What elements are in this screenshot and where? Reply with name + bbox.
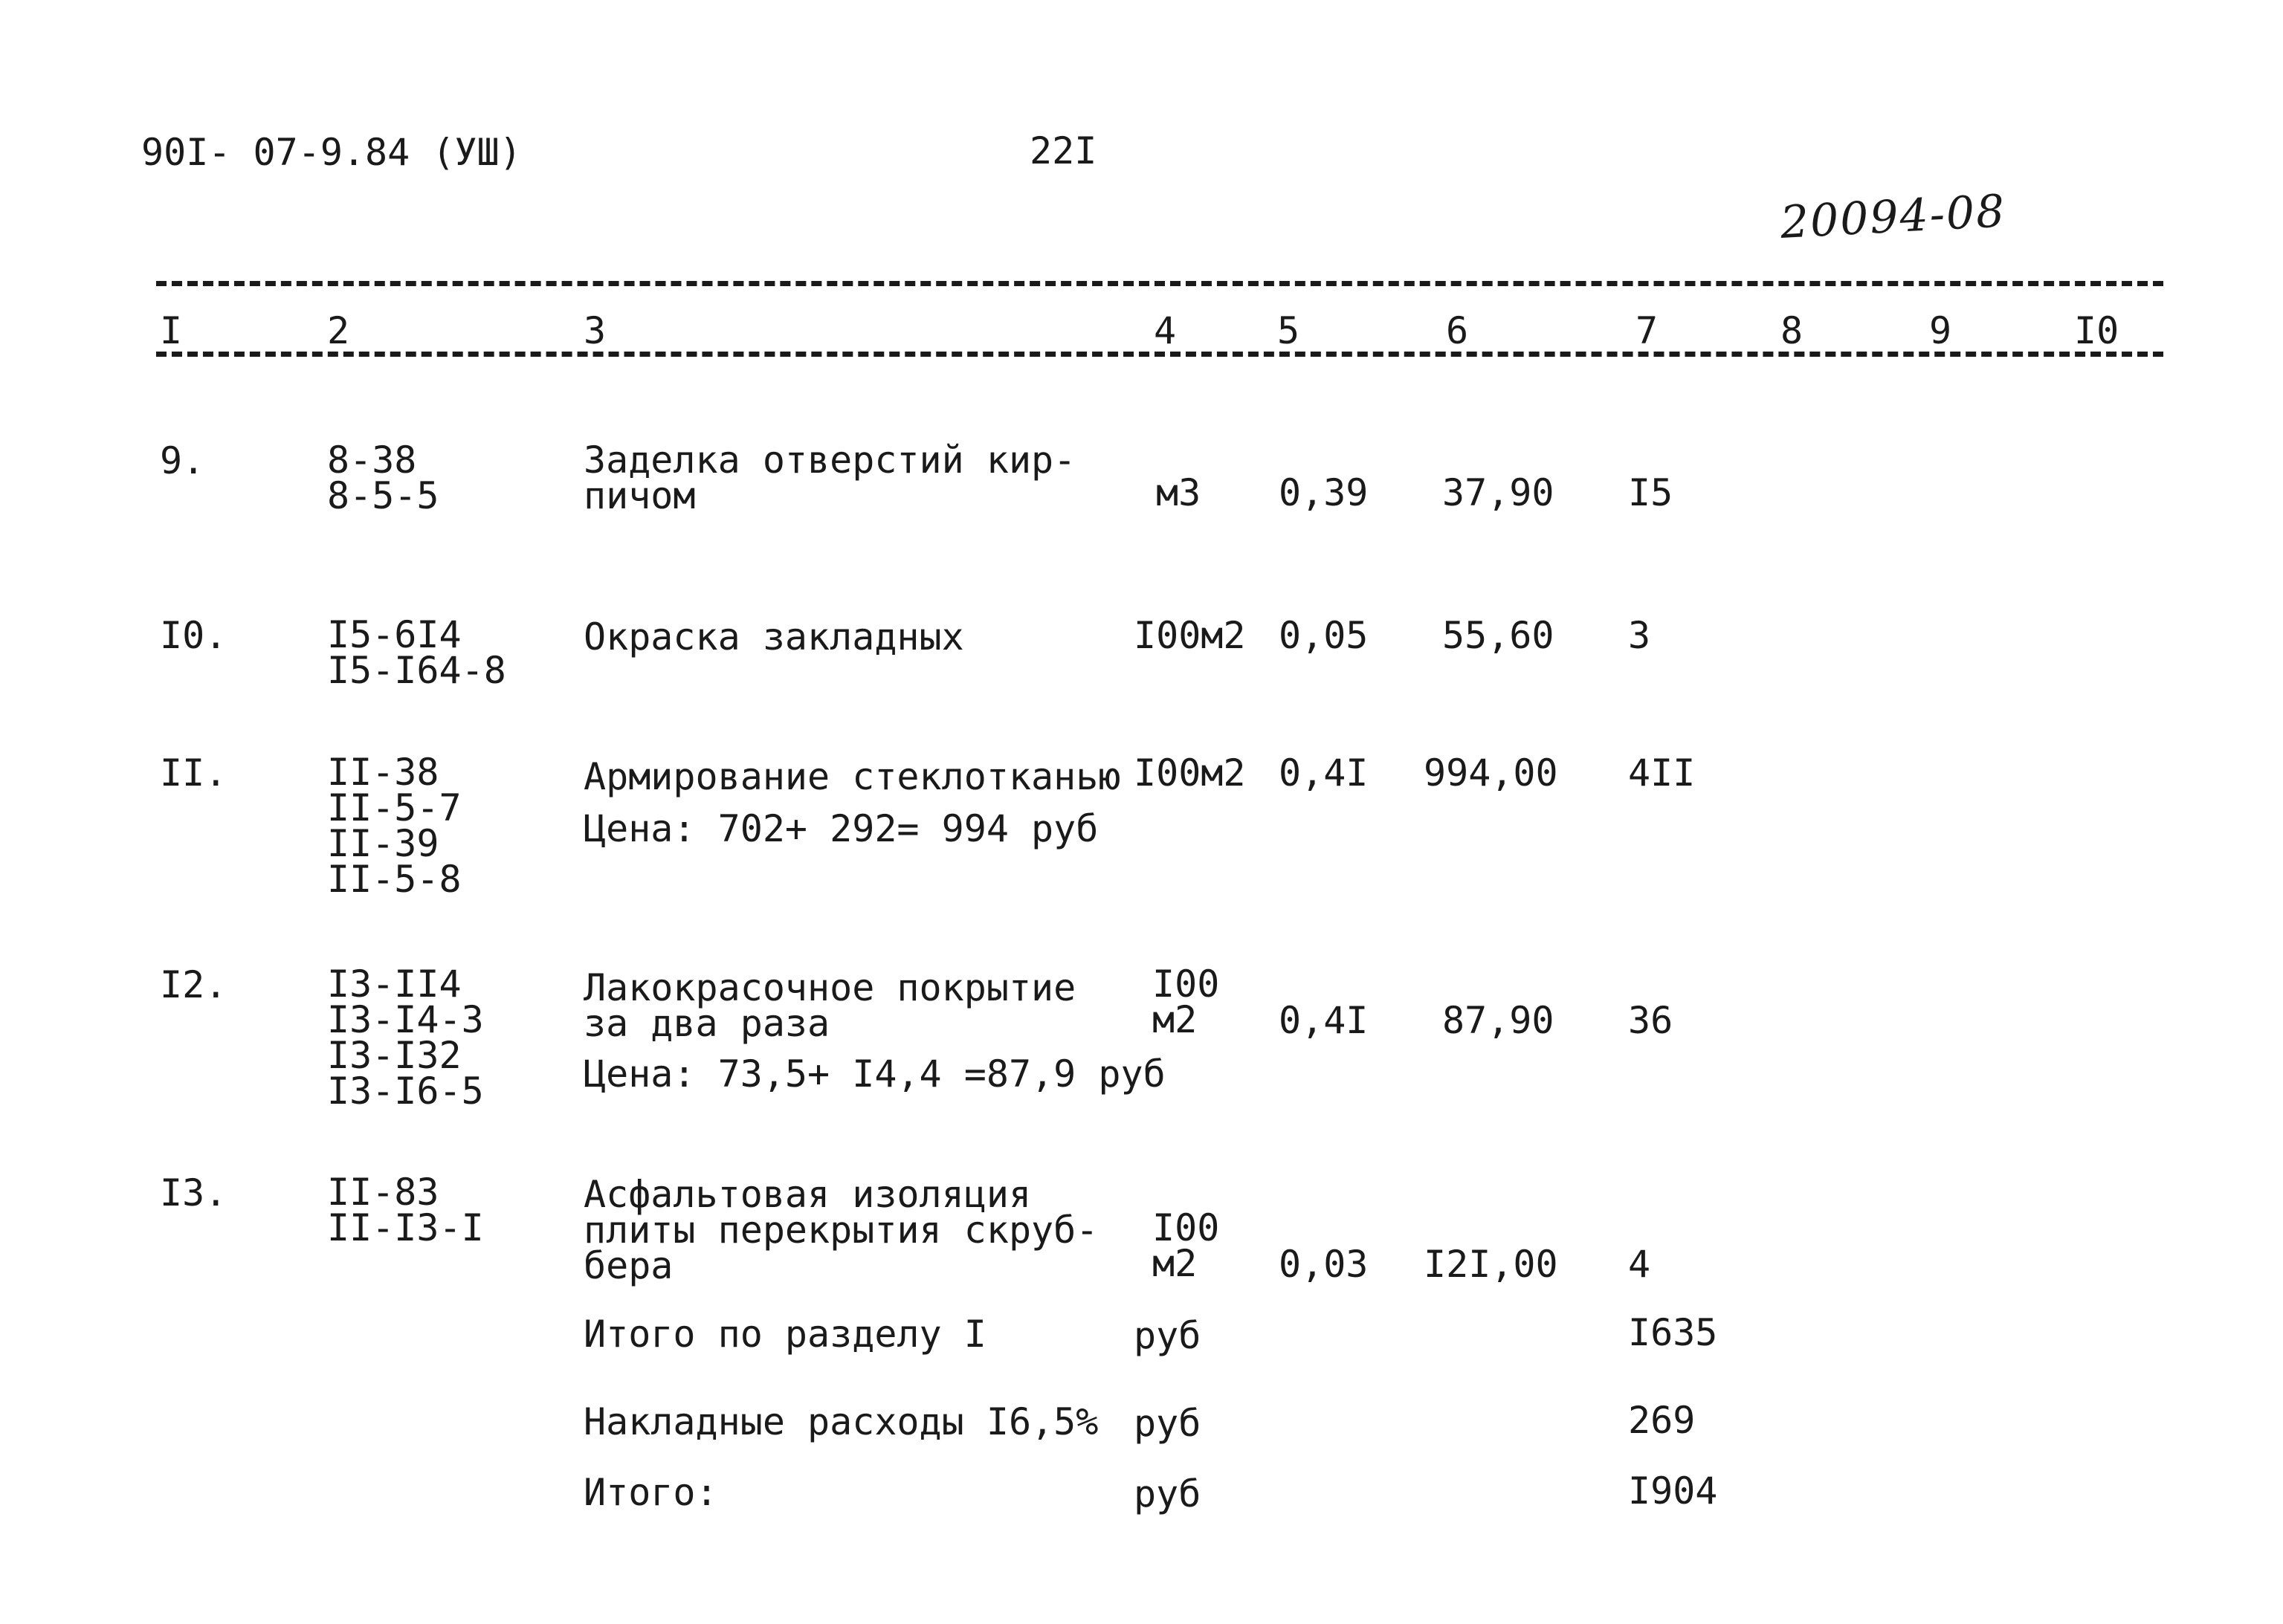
summary-total: I904	[1628, 1469, 1718, 1513]
row-codes	[327, 963, 484, 1113]
row-description	[584, 966, 1076, 1045]
handwritten-code: 20094-08	[1779, 185, 2007, 249]
row-number: II.	[160, 751, 227, 795]
row-quantity: 0,05	[1279, 614, 1369, 657]
column-header-2: 2	[327, 309, 350, 352]
description-line: плиты перекрытия скруб-	[584, 1209, 1099, 1252]
summary-unit: руб	[1134, 1402, 1201, 1445]
code-line: I3-I4-3	[327, 998, 484, 1041]
summary-unit: руб	[1134, 1472, 1201, 1515]
code-line: I3-I32	[327, 1034, 462, 1077]
row-codes	[327, 751, 462, 901]
row-description	[584, 439, 1076, 517]
code-line: I3-II4	[327, 963, 462, 1006]
description-line: Лакокрасочное покрытие	[584, 966, 1076, 1009]
code-line: II-I3-I	[327, 1206, 484, 1249]
column-header-10: I0	[2074, 309, 2119, 352]
description-line: Заделка отверстий кир-	[584, 439, 1076, 482]
summary-label: Итого по разделу I	[584, 1313, 986, 1356]
row-unit: I00м2	[1134, 751, 1246, 795]
row-total: 4	[1628, 1243, 1651, 1286]
row-price-note: Цена: 702+ 292= 994 руб	[584, 807, 1099, 850]
row-total: 4II	[1628, 751, 1696, 795]
description-line: за два раза	[584, 1002, 830, 1045]
row-description	[584, 1173, 1099, 1287]
summary-total: I635	[1628, 1311, 1718, 1354]
code-line: 8-5-5	[327, 474, 439, 517]
code-line: 8-38	[327, 439, 417, 482]
row-unit: I00м2	[1134, 614, 1246, 657]
unit-line: I00	[1152, 1206, 1220, 1249]
code-line: II-5-8	[327, 858, 462, 901]
row-price-note: Цена: 73,5+ I4,4 =87,9 руб	[584, 1052, 1166, 1096]
document-code: 90I- 07-9.84 (УШ)	[141, 131, 522, 174]
column-header-4: 4	[1154, 309, 1177, 352]
row-description: Окраска закладных	[584, 615, 964, 659]
row-unit: м3	[1156, 471, 1201, 514]
row-codes	[327, 613, 506, 692]
description-line: Асфальтовая изоляция	[584, 1173, 1032, 1216]
page-number: 22I	[1030, 129, 1097, 172]
row-quantity: 0,4I	[1279, 751, 1369, 795]
code-line: II-38	[327, 751, 439, 794]
code-line: II-39	[327, 822, 439, 865]
row-number: I3.	[160, 1171, 227, 1214]
unit-line: I00	[1152, 963, 1220, 1006]
column-header-3: 3	[584, 309, 607, 352]
row-number: I0.	[160, 614, 227, 657]
row-codes	[327, 1171, 484, 1249]
row-total: 36	[1628, 999, 1673, 1042]
column-header-7: 7	[1635, 309, 1659, 352]
description-line: бера	[584, 1244, 674, 1287]
row-total: 3	[1628, 614, 1651, 657]
code-line: I5-I64-8	[327, 649, 506, 692]
row-quantity: 0,4I	[1279, 999, 1369, 1042]
row-codes	[327, 439, 439, 517]
row-unit-price: I2I,00	[1424, 1243, 1558, 1286]
code-line: I5-6I4	[327, 613, 462, 656]
code-line: II-5-7	[327, 786, 462, 829]
description-line: пичом	[584, 474, 696, 517]
code-line: I3-I6-5	[327, 1070, 484, 1113]
row-number: I2.	[160, 963, 227, 1006]
row-description: Армирование стеклотканью	[584, 755, 1121, 798]
row-unit	[1152, 963, 1220, 1041]
column-header-8: 8	[1780, 309, 1804, 352]
row-unit-price: 994,00	[1424, 751, 1558, 795]
column-header-1: I	[160, 309, 183, 352]
unit-line: м2	[1152, 1242, 1198, 1285]
summary-label: Итого:	[584, 1471, 718, 1514]
code-line: II-83	[327, 1171, 439, 1214]
row-unit	[1152, 1206, 1220, 1285]
summary-label: Накладные расходы I6,5%	[584, 1400, 1099, 1443]
unit-line: м2	[1152, 998, 1198, 1041]
header-bottom-rule	[156, 352, 2163, 357]
header-top-rule	[156, 281, 2163, 286]
column-header-6: 6	[1446, 309, 1469, 352]
row-unit-price: 37,90	[1442, 471, 1554, 514]
column-header-9: 9	[1929, 309, 1952, 352]
row-total: I5	[1628, 471, 1673, 514]
row-unit-price: 55,60	[1442, 614, 1554, 657]
summary-total: 269	[1628, 1399, 1696, 1442]
row-unit-price: 87,90	[1442, 999, 1554, 1042]
column-header-5: 5	[1277, 309, 1300, 352]
row-number: 9.	[160, 439, 205, 482]
row-quantity: 0,39	[1279, 471, 1369, 514]
row-quantity: 0,03	[1279, 1243, 1369, 1286]
summary-unit: руб	[1134, 1314, 1201, 1357]
